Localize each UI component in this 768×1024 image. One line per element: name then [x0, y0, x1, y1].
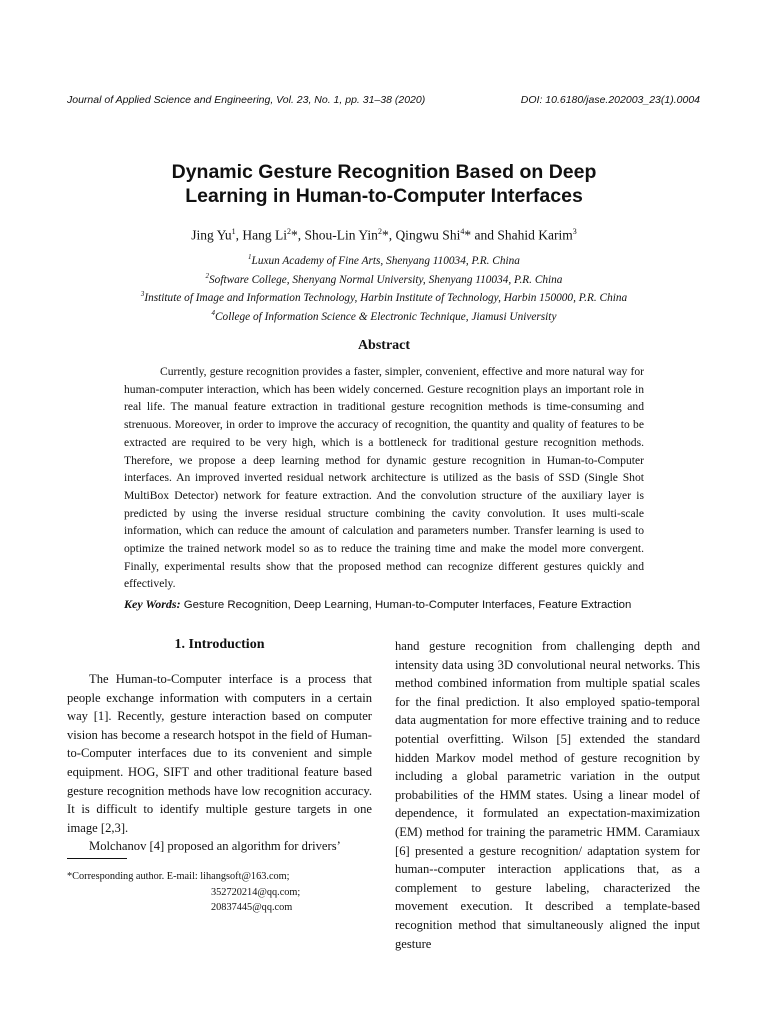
author-separator: * and — [464, 227, 498, 243]
author-separator: *, — [291, 227, 305, 243]
affiliation-text: Luxun Academy of Fine Arts, Shenyang 110034, P.R. China — [251, 254, 520, 267]
intro-paragraph-2: Molchanov [4] proposed an algorithm for drivers’ — [89, 839, 341, 854]
footnote-email: 20837445@qq.com — [211, 902, 293, 913]
section-heading: 1. Introduction — [174, 637, 265, 652]
author-affiliation-mark: 2 — [377, 227, 382, 236]
affiliation — [40, 306, 728, 325]
affiliation-mark: 1 — [248, 253, 252, 261]
affiliation-text: Software College, Shenyang Normal University, Shenyang 110034, P.R. China — [209, 273, 563, 286]
affiliation-mark: 2 — [205, 271, 210, 280]
author-affiliation-mark: 3 — [572, 227, 577, 236]
keywords — [124, 597, 664, 612]
affiliation-mark: 4 — [211, 308, 216, 317]
affiliation-list — [40, 250, 728, 324]
doi: DOI: 10.6180/jase.202003_23(1).0004 — [520, 94, 700, 106]
keywords-label — [124, 597, 181, 611]
affiliation-mark: 3 — [140, 290, 145, 299]
author-name: Qingwu Shi — [395, 227, 461, 243]
journal-citation: Journal of Applied Science and Engineering, Vol. 23, No. 1, pp. 31–38 (2020) — [67, 94, 426, 106]
author-affiliation-mark: 1 — [231, 227, 236, 236]
left-column — [67, 636, 372, 856]
author-affiliation-mark: 4 — [460, 227, 465, 236]
author-name: Hang Li — [242, 227, 288, 243]
affiliation-text: Institute of Image and Information Technology, Harbin Institute of Technology, Harbin 150000, P.R. China — [144, 291, 628, 304]
keywords-colon: : — [176, 597, 181, 611]
intro-paragraph-1: The Human-to-Computer interface is a process that people exchange information with computers in a certain way [1]. Recently, gesture interaction based on computer vision has become a research hotspot in the field of Human-to-Computer interfaces due to its convenient and simple equipment. HOG, SIFT and other traditional feature based gesture recognition methods have low recognition accuracy. It is difficult to identify multiple gesture targets in one image [2,3]. — [67, 672, 372, 835]
footnote-line: *Corresponding author. E-mail: lihangsoft@163.com; — [67, 871, 290, 882]
right-column — [395, 637, 700, 953]
author-separator: *, — [381, 227, 396, 243]
title-line-2: Learning in Human-to-Computer Interfaces — [185, 185, 583, 207]
keywords-label-text: Key Words — [124, 597, 177, 611]
footnote-separator — [67, 858, 127, 859]
abstract-body: Currently, gesture recognition provides a faster, simpler, convenient, effective and more natural way for human-computer interaction, which has been widely concerned. Gesture recognition plays an important role in real life. The manual feature extraction in traditional gesture recognition methods is time-consuming and strenuous. Moreover, in order to improve the accuracy of recognition, the quantity and quality of features to be extracted are required to be very high, which is a bottleneck for traditional gesture recognition methods. Therefore, we propose a deep learning method for dynamic gesture recognition in Human-to-Computer interfaces. An improved inverted residual network architecture is utilized as the basis of SSD (Single Shot MultiBox Detector) network for feature extraction. And the convolution structure of the auxiliary layer is predicted by using the inverse residual structure combining the cavity convolution. It uses multi-scale information, which can reduce the amount of calculation and parameters number. Transfer learning is used to optimize the trained network model so as to reduce the training time and make the model more convergent. Finally, experimental results show that the proposed method can recognize different gestures quickly and effectively. — [124, 365, 644, 591]
affiliation — [40, 269, 728, 288]
author-name: Shahid Karim — [497, 227, 573, 243]
author-separator: , — [235, 227, 243, 243]
affiliation-text: College of Information Science & Electronic Technique, Jiamusi University — [215, 310, 557, 323]
footnote-email: 352720214@qq.com; — [211, 886, 301, 898]
affiliation — [40, 250, 728, 269]
footnote — [67, 869, 300, 916]
author-list — [60, 227, 708, 244]
keywords-text: Gesture Recognition, Deep Learning, Human-to-Computer Interfaces, Feature Extraction — [183, 599, 632, 611]
title-line-1: Dynamic Gesture Recognition Based on Deep — [171, 161, 597, 183]
abstract-heading: Abstract — [357, 338, 411, 353]
intro-paragraph-3: hand gesture recognition from challenging depth and intensity data using 3D convolutional neural networks. This method combined information from multiple spatial scales for the final prediction. It also employed spatio-temporal data augmentation for more effective training and to reduce potential overfitting. Wilson [5] extended the standard hidden Markov model method of gesture recognition by including a global parametric variation in the output probabilities of the HMM states. Using a linear model of dependence, it formulated an expectation-maximization (EM) method for training the parametric HMM. Caramiaux [6] presented a gesture recognition/ adaptation system for human--computer interaction applications that, as a complement to gesture labeling, characterized the movement execution. It described a template-based recognition method that simultaneously aligned the input gesture — [395, 639, 700, 951]
paper-title — [60, 160, 708, 208]
author-name: Shou-Lin Yin — [304, 227, 378, 243]
author-affiliation-mark: 2 — [287, 227, 292, 236]
author-name: Jing Yu — [191, 227, 232, 243]
affiliation — [40, 287, 728, 306]
